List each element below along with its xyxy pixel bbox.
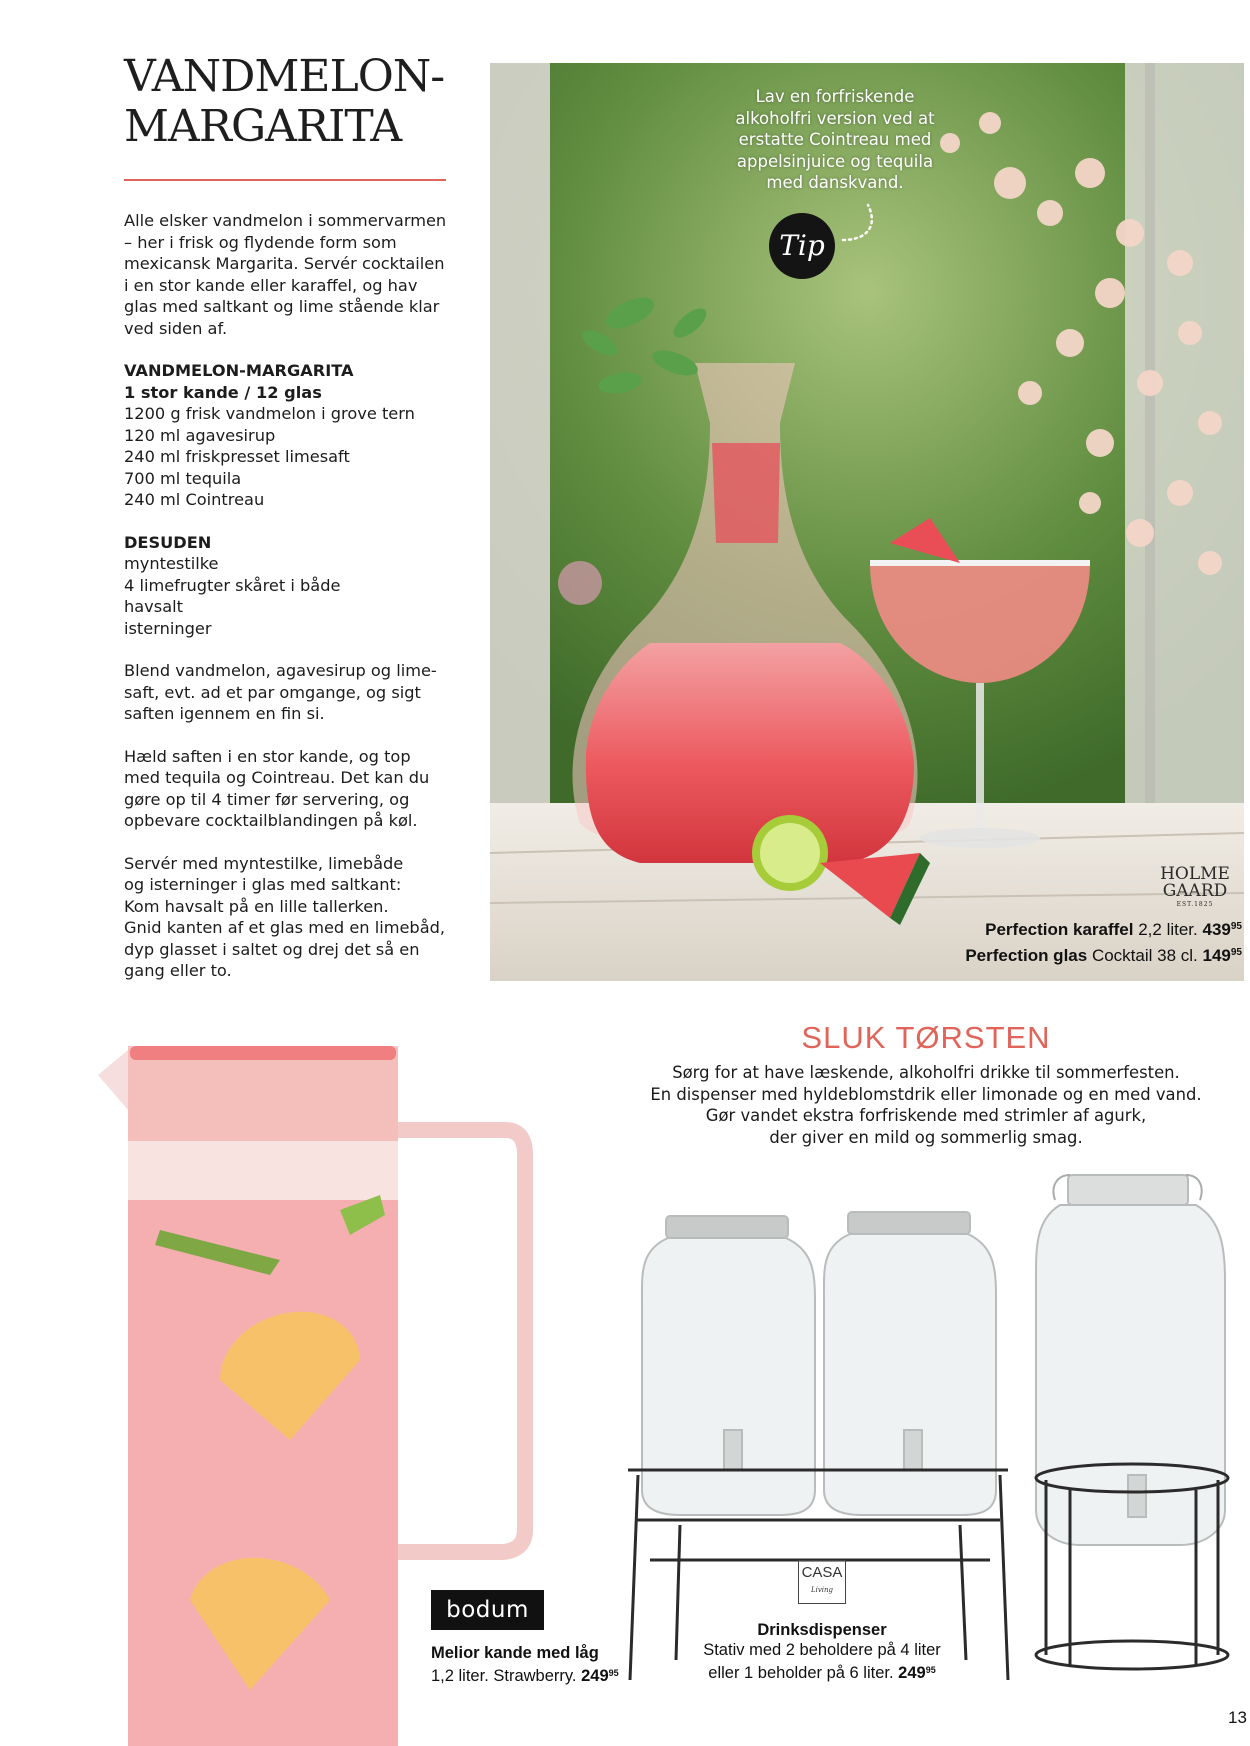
intro-line: mexicansk Margarita. Servér cocktailen — [124, 254, 445, 273]
product-name: Melior kande med låg — [431, 1644, 599, 1662]
ingredient-item: 240 ml friskpresset limesaft — [124, 447, 350, 466]
tip-line: appelsinjuice og tequila — [736, 151, 934, 171]
product-price: 249 — [581, 1667, 609, 1685]
tip-badge: Tip — [769, 213, 835, 279]
title-line-2: MARGARITA — [124, 101, 402, 152]
extras-block — [124, 532, 464, 640]
recipe-heading: VANDMELON-MARGARITA — [124, 361, 354, 380]
title-line-1: VANDMELON- — [124, 51, 445, 102]
extras-heading: DESUDEN — [124, 532, 212, 552]
recipe-text — [124, 210, 464, 1003]
holmegaard-logo — [1150, 866, 1240, 910]
casa-living-logo — [798, 1560, 846, 1604]
step-line: Blend vandmelon, agavesirup og lime- — [124, 661, 437, 680]
step-line: dyp glasset i saltet og drej det så en — [124, 939, 420, 959]
section-title: SLUK TØRSTEN — [801, 1020, 1051, 1055]
product-desc: Stativ med 2 beholdere på 4 liter — [703, 1641, 941, 1659]
product-price-cents: 95 — [1230, 947, 1242, 958]
step-line: opbevare cocktailblandingen på køl. — [124, 811, 418, 830]
product-desc: Cocktail 38 cl. — [1091, 946, 1198, 965]
step-line: Gnid kanten af et glas med en limebåd, — [124, 918, 446, 937]
step-line: gøre op til 4 timer før servering, og — [124, 789, 410, 809]
step-line: saften igennem en fin si. — [124, 704, 325, 723]
tip-text — [705, 86, 965, 194]
extra-item: havsalt — [124, 597, 183, 616]
ingredients-block — [124, 360, 464, 511]
product-desc: 2,2 liter. — [1138, 920, 1198, 939]
intro-paragraph — [124, 210, 464, 339]
product-desc-text: eller 1 beholder på 6 liter. — [708, 1664, 894, 1682]
section-body — [620, 1062, 1232, 1148]
caption-karaffel — [862, 920, 1242, 940]
section-line: Gør vandet ekstra forfriskende med strimler af agurk, — [705, 1106, 1147, 1125]
extra-item: 4 limefrugter skåret i både — [124, 575, 341, 595]
intro-line: ved siden af. — [124, 318, 228, 338]
product-desc — [431, 1663, 619, 1686]
step-line: Kom havsalt på en lille tallerken. — [124, 896, 389, 916]
step-line: saft, evt. ad et par omgange, og sigt — [124, 682, 421, 702]
recipe-yield: 1 stor kande / 12 glas — [124, 382, 322, 402]
logo-text: CASA — [801, 1564, 843, 1581]
section-line: Sørg for at have læskende, alkoholfri drikke til sommerfesten. — [672, 1063, 1180, 1082]
section-line: der giver en mild og sommerlig smag. — [769, 1127, 1083, 1147]
product-name: Perfection glas — [965, 946, 1088, 965]
double-dispenser-illustration — [642, 1212, 996, 1515]
single-dispenser-illustration — [1036, 1175, 1225, 1545]
step-line: med tequila og Cointreau. Det kan du — [124, 768, 430, 787]
extra-item: myntestilke — [124, 554, 219, 573]
step-line: Servér med myntestilke, limebåde — [124, 853, 404, 873]
logo-line: HOLME — [1160, 864, 1230, 884]
ingredient-item: 1200 g frisk vandmelon i grove tern — [124, 404, 415, 423]
product-desc-text: 1,2 liter. Strawberry. — [431, 1667, 577, 1685]
step-3 — [124, 853, 464, 982]
tip-line: alkoholfri version ved at — [735, 108, 935, 128]
logo-line: GAARD — [1162, 881, 1228, 901]
product-name: Drinksdispenser — [757, 1621, 887, 1639]
ingredient-item: 120 ml agavesirup — [124, 425, 276, 445]
step-line: og isterninger i glas med saltkant: — [124, 875, 402, 894]
bodum-logo: bodum — [431, 1590, 544, 1630]
product-drinksdispenser — [700, 1620, 944, 1683]
tip-line: med danskvand. — [766, 173, 904, 192]
intro-line: Alle elsker vandmelon i sommervarmen — [124, 211, 447, 230]
step-line: Hæld saften i en stor kande, og top — [124, 746, 411, 766]
ingredient-item: 240 ml Cointreau — [124, 490, 265, 509]
pitcher-illustration — [98, 1046, 525, 1746]
step-2 — [124, 746, 464, 832]
page-title — [124, 52, 464, 152]
section-line: En dispenser med hyldeblomstdrik eller limonade og en med vand. — [650, 1084, 1202, 1104]
product-name: Perfection karaffel — [985, 920, 1134, 939]
tip-line: Lav en forfriskende — [755, 87, 915, 106]
ingredient-item: 700 ml tequila — [124, 468, 242, 488]
step-line: gang eller to. — [124, 961, 232, 980]
product-price: 249 — [898, 1664, 926, 1682]
intro-line: – her i frisk og flydende form som — [124, 232, 397, 252]
page-number: 13 — [1228, 1708, 1247, 1727]
product-bodum-pitcher — [431, 1643, 619, 1686]
tip-line: erstatte Cointreau med — [738, 130, 932, 149]
intro-line: glas med saltkant og lime stående klar — [124, 297, 440, 316]
logo-sub: Living — [810, 1586, 834, 1594]
dotted-arrow-icon — [838, 200, 888, 250]
product-price: 439 — [1202, 920, 1231, 939]
product-price-cents: 95 — [608, 1668, 619, 1678]
intro-line: i en stor kande eller karaffel, og hav — [124, 275, 418, 295]
caption-glas — [862, 946, 1242, 966]
product-price-cents: 95 — [1230, 921, 1242, 932]
single-dispenser-stand — [1036, 1464, 1228, 1669]
product-price-cents: 95 — [925, 1665, 936, 1675]
extra-item: isterninger — [124, 618, 212, 638]
title-divider — [124, 179, 446, 181]
product-price: 149 — [1202, 946, 1231, 965]
step-1 — [124, 660, 464, 725]
logo-est: EST.1825 — [1176, 901, 1214, 908]
product-desc — [700, 1660, 944, 1683]
